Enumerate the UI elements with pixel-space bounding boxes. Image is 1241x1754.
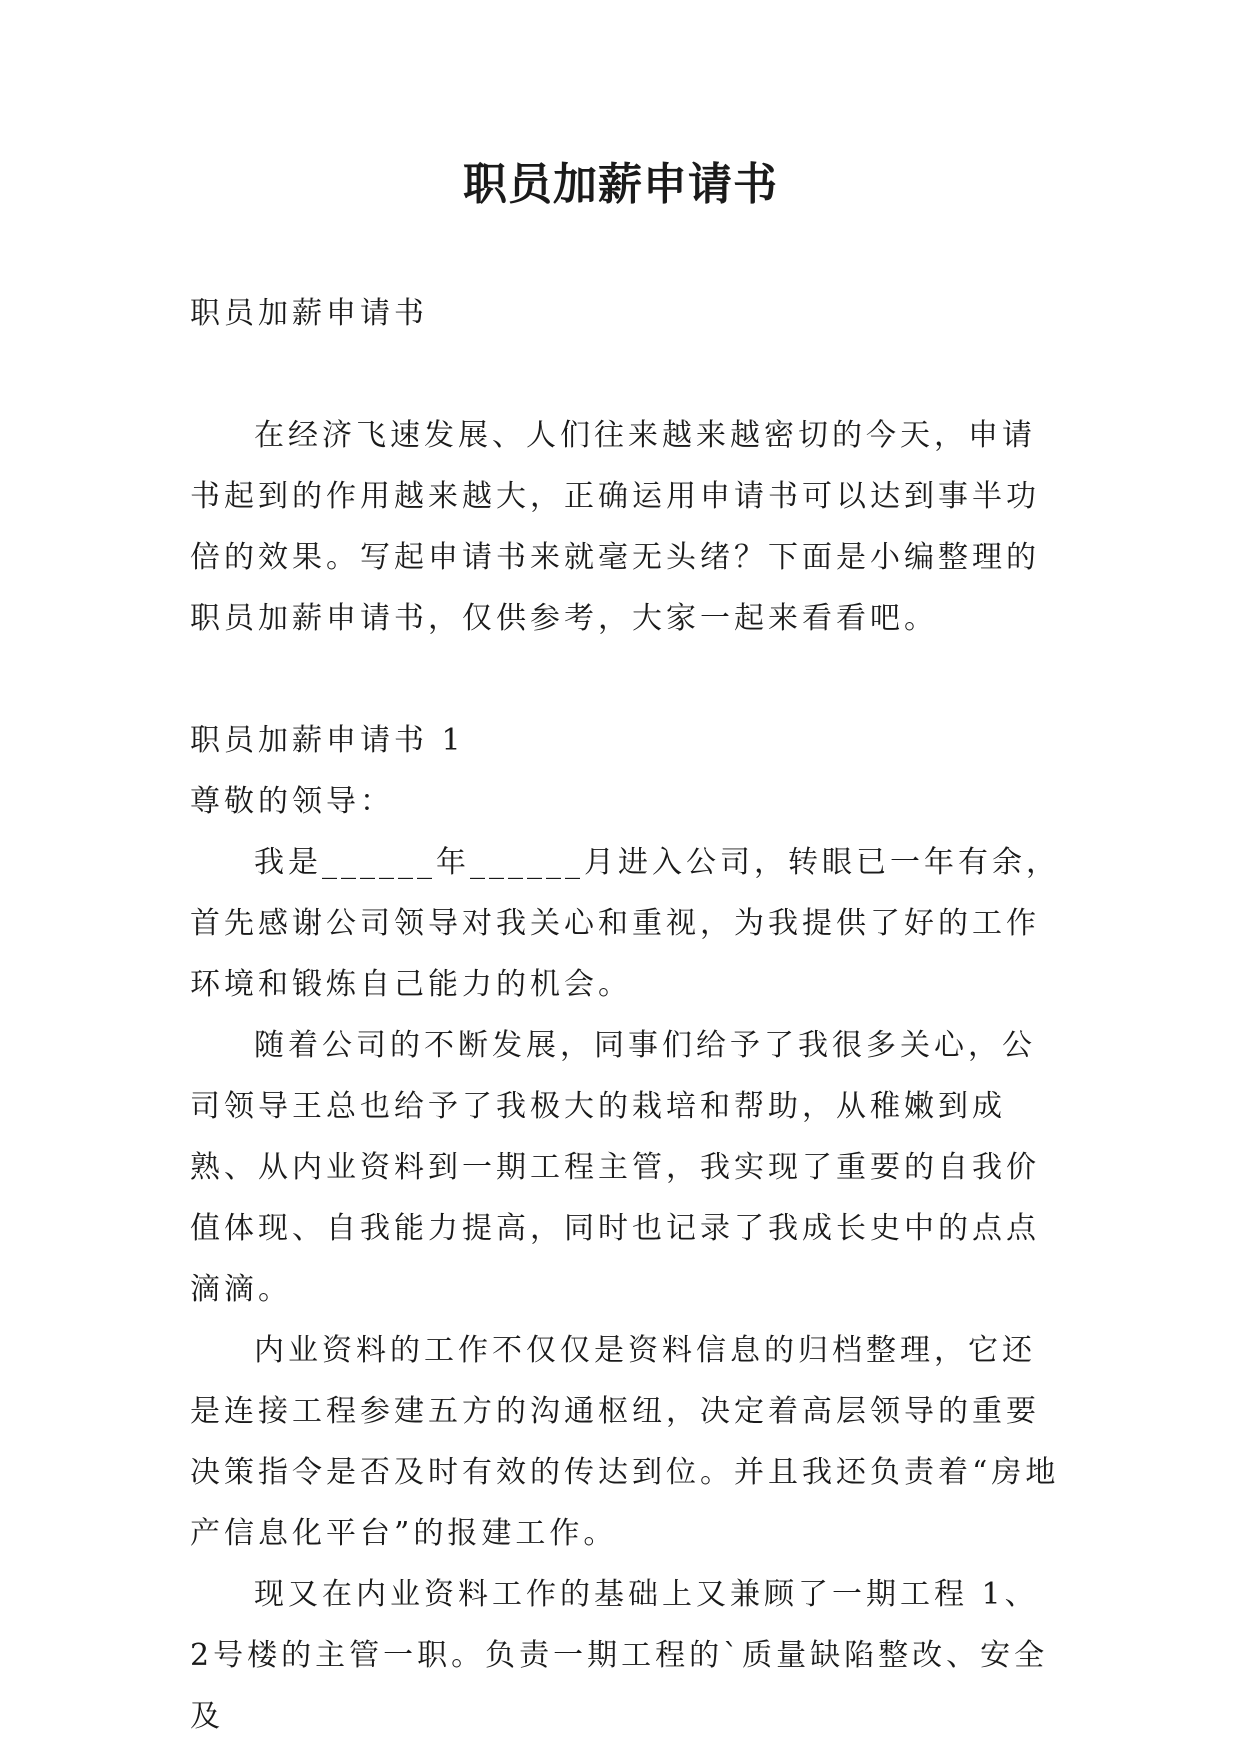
body-paragraph: 现又在内业资料工作的基础上又兼顾了一期工程 1、2号楼的主管一职。负责一期工程的`质量缺陷整改、安全及 — [190, 1577, 1049, 1734]
document-body — [190, 283, 1060, 1747]
salutation: 尊敬的领导： — [190, 784, 394, 819]
section-title: 职员加薪申请书 1 — [190, 723, 465, 758]
document-title: 职员加薪申请书 — [463, 159, 778, 210]
body-paragraph: 我是______年______月进入公司，转眼已一年有余，首先感谢公司领导对我关心和重视，为我提供了好的工作环境和锻炼自己能力的机会。 — [190, 845, 1060, 1002]
spacer — [190, 649, 1060, 710]
spacer — [190, 344, 1060, 405]
body-paragraph: 随着公司的不断发展，同事们给予了我很多关心，公司领导王总也给予了我极大的栽培和帮助，从稚嫩到成熟、从内业资料到一期工程主管，我实现了重要的自我价值体现、自我能力提高，同时也记录了我成长史中的点点滴滴。 — [190, 1028, 1040, 1307]
intro-paragraph: 在经济飞速发展、人们往来越来越密切的今天，申请书起到的作用越来越大，正确运用申请书可以达到事半功倍的效果。写起申请书来就毫无头绪？下面是小编整理的职员加薪申请书，仅供参考，大家一起来看看吧。 — [190, 418, 1040, 636]
body-paragraph: 内业资料的工作不仅仅是资料信息的归档整理，它还是连接工程参建五方的沟通枢纽，决定着高层领导的重要决策指令是否及时有效的传达到位。并且我还负责着“房地产信息化平台”的报建工作。 — [190, 1333, 1060, 1551]
document-subtitle: 职员加薪申请书 — [190, 296, 428, 331]
